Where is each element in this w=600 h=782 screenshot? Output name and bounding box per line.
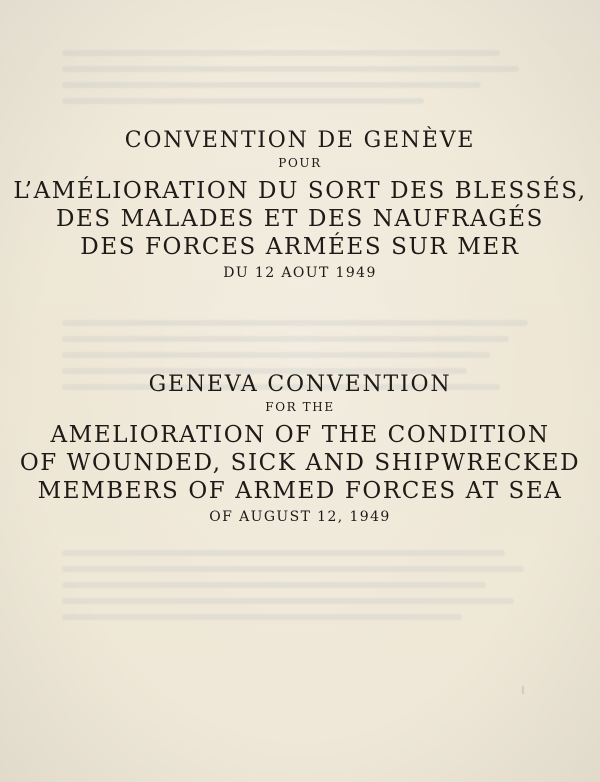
english-title-line-2: FOR THE [265, 400, 335, 414]
english-title-line-1: GENEVA CONVENTION [148, 372, 452, 397]
french-title-block [0, 128, 600, 283]
bleed-through-text-bottom [62, 540, 538, 630]
bleed-line [62, 566, 524, 572]
bleed-line [62, 82, 481, 88]
english-title-line-4: OF WOUNDED, SICK AND SHIPWRECKED [19, 450, 581, 476]
french-title-line-2: POUR [278, 156, 322, 170]
french-title-line-6: DU 12 AOUT 1949 [223, 265, 377, 281]
bleed-line [62, 336, 509, 342]
french-title-line-1: CONVENTION DE GENÈVE [124, 128, 476, 153]
bleed-line [62, 614, 462, 620]
french-title-line-5: DES FORCES ARMÉES SUR MER [80, 234, 520, 260]
bleed-line [62, 50, 500, 56]
bleed-line [62, 98, 424, 104]
english-title-line-6: OF AUGUST 12, 1949 [209, 509, 391, 525]
page-mark [518, 680, 528, 690]
bleed-line [62, 582, 486, 588]
bleed-line [62, 320, 528, 326]
english-title-line-3: AMELIORATION OF THE CONDITION [50, 422, 550, 448]
bleed-line [62, 66, 519, 72]
bleed-line [62, 550, 505, 556]
french-title-line-4: DES MALADES ET DES NAUFRAGÉS [55, 206, 545, 232]
french-title-line-3: L’AMÉLIORATION DU SORT DES BLESSÉS, [13, 178, 587, 204]
english-title-line-5: MEMBERS OF ARMED FORCES AT SEA [37, 478, 563, 504]
bleed-line [62, 352, 490, 358]
bleed-through-text-top [62, 40, 538, 114]
bleed-line [62, 598, 514, 604]
english-title-block [0, 372, 600, 527]
